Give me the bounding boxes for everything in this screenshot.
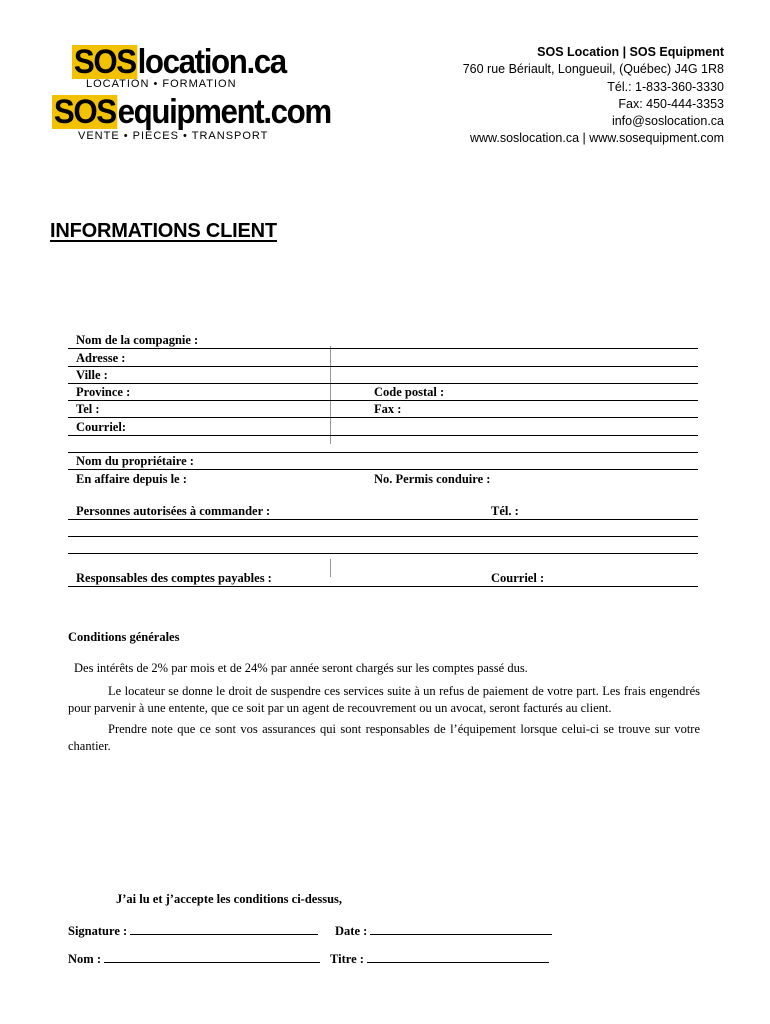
field-spacer[interactable]	[68, 436, 698, 453]
field-owner[interactable]	[68, 453, 698, 470]
conditions-paragraph-3: Prendre note que ce sont vos assurances qui sont responsables de l’équipement lorsque celui-ci se trouve sur votre chantier.	[68, 722, 700, 753]
field-address[interactable]	[68, 349, 698, 366]
logo-soslocation	[72, 44, 286, 80]
company-info	[463, 44, 724, 148]
logo-line2-text: equipment.com	[117, 93, 331, 131]
title-field[interactable]	[330, 951, 549, 967]
logo-sosequipment	[52, 94, 331, 130]
logo-sos-mark-2: SOS	[53, 93, 116, 131]
company-fax: Fax: 450-444-3353	[618, 96, 724, 111]
label-city: Ville :	[76, 367, 108, 382]
company-web: www.soslocation.ca | www.sosequipment.com	[469, 131, 724, 146]
field-authorized-line-3[interactable]	[68, 537, 698, 554]
label-postal-code: Code postal :	[374, 385, 445, 400]
date-line[interactable]	[370, 923, 552, 935]
field-province[interactable]	[68, 384, 698, 401]
label-fax: Fax :	[374, 402, 402, 417]
name-field[interactable]	[68, 951, 320, 967]
label-payables: Responsables des comptes payables :	[76, 571, 272, 586]
field-in-business[interactable]	[68, 470, 698, 486]
field-tel[interactable]	[68, 401, 698, 418]
logo-line1-text: location.ca	[137, 43, 286, 81]
label-name: Nom :	[68, 952, 101, 966]
label-email: Courriel:	[76, 419, 126, 434]
company-address: 760 rue Bériault, Longueuil, (Québec) J4G 1R8	[462, 62, 724, 77]
label-date: Date :	[335, 924, 368, 938]
field-payables[interactable]	[68, 554, 698, 587]
label-signature: Signature :	[68, 924, 128, 938]
label-company-name: Nom de la compagnie :	[76, 333, 199, 348]
conditions-paragraph-1: Des intérêts de 2% par mois et de 24% par année seront chargés sur les comptes passé dus.	[74, 661, 528, 675]
conditions-title: Conditions générales	[68, 630, 180, 644]
label-license: No. Permis conduire :	[374, 471, 491, 486]
page-title: INFORMATIONS CLIENT	[50, 220, 277, 242]
label-payables-email: Courriel :	[491, 571, 545, 586]
label-owner: Nom du propriétaire :	[76, 454, 194, 469]
field-authorized-line-2[interactable]	[68, 520, 698, 537]
client-form	[68, 332, 698, 587]
field-email[interactable]	[68, 418, 698, 435]
titre-line[interactable]	[367, 951, 549, 963]
company-logo	[52, 43, 331, 149]
name-line[interactable]	[104, 951, 320, 963]
field-city[interactable]	[68, 367, 698, 384]
logo-tagline-2: VENTE • PIÈCES • TRANSPORT	[78, 130, 269, 142]
company-name: SOS Location | SOS Equipment	[537, 45, 724, 59]
signature-line[interactable]	[130, 923, 318, 935]
label-authorized-tel: Tél. :	[491, 503, 519, 518]
date-field[interactable]	[335, 923, 552, 939]
conditions-paragraph-2: Le locateur se donne le droit de suspendre ces services suite à un refus de paiement de votre part. Les frais engendrés pour parvenir à une entente, que ce soit par un agent de recouvrement ou un avocat, seront facturés au client.	[68, 684, 700, 715]
label-titre: Titre :	[330, 952, 364, 966]
label-tel: Tel :	[76, 402, 100, 417]
field-company-name[interactable]	[68, 332, 698, 349]
label-address: Adresse :	[76, 350, 126, 365]
label-province: Province :	[76, 385, 131, 400]
label-authorized-persons: Personnes autorisées à commander :	[76, 503, 271, 518]
logo-sos-mark-1: SOS	[73, 43, 136, 81]
field-authorized-persons[interactable]	[68, 487, 698, 520]
logo-tagline-1: LOCATION • FORMATION	[86, 78, 237, 90]
company-email: info@soslocation.ca	[611, 114, 724, 129]
signature-field[interactable]	[68, 923, 318, 939]
label-in-business: En affaire depuis le :	[76, 471, 187, 486]
acceptance-text: J’ai lu et j’accepte les conditions ci-dessus,	[116, 892, 343, 906]
company-tel: Tél.: 1-833-360-3330	[607, 79, 724, 94]
